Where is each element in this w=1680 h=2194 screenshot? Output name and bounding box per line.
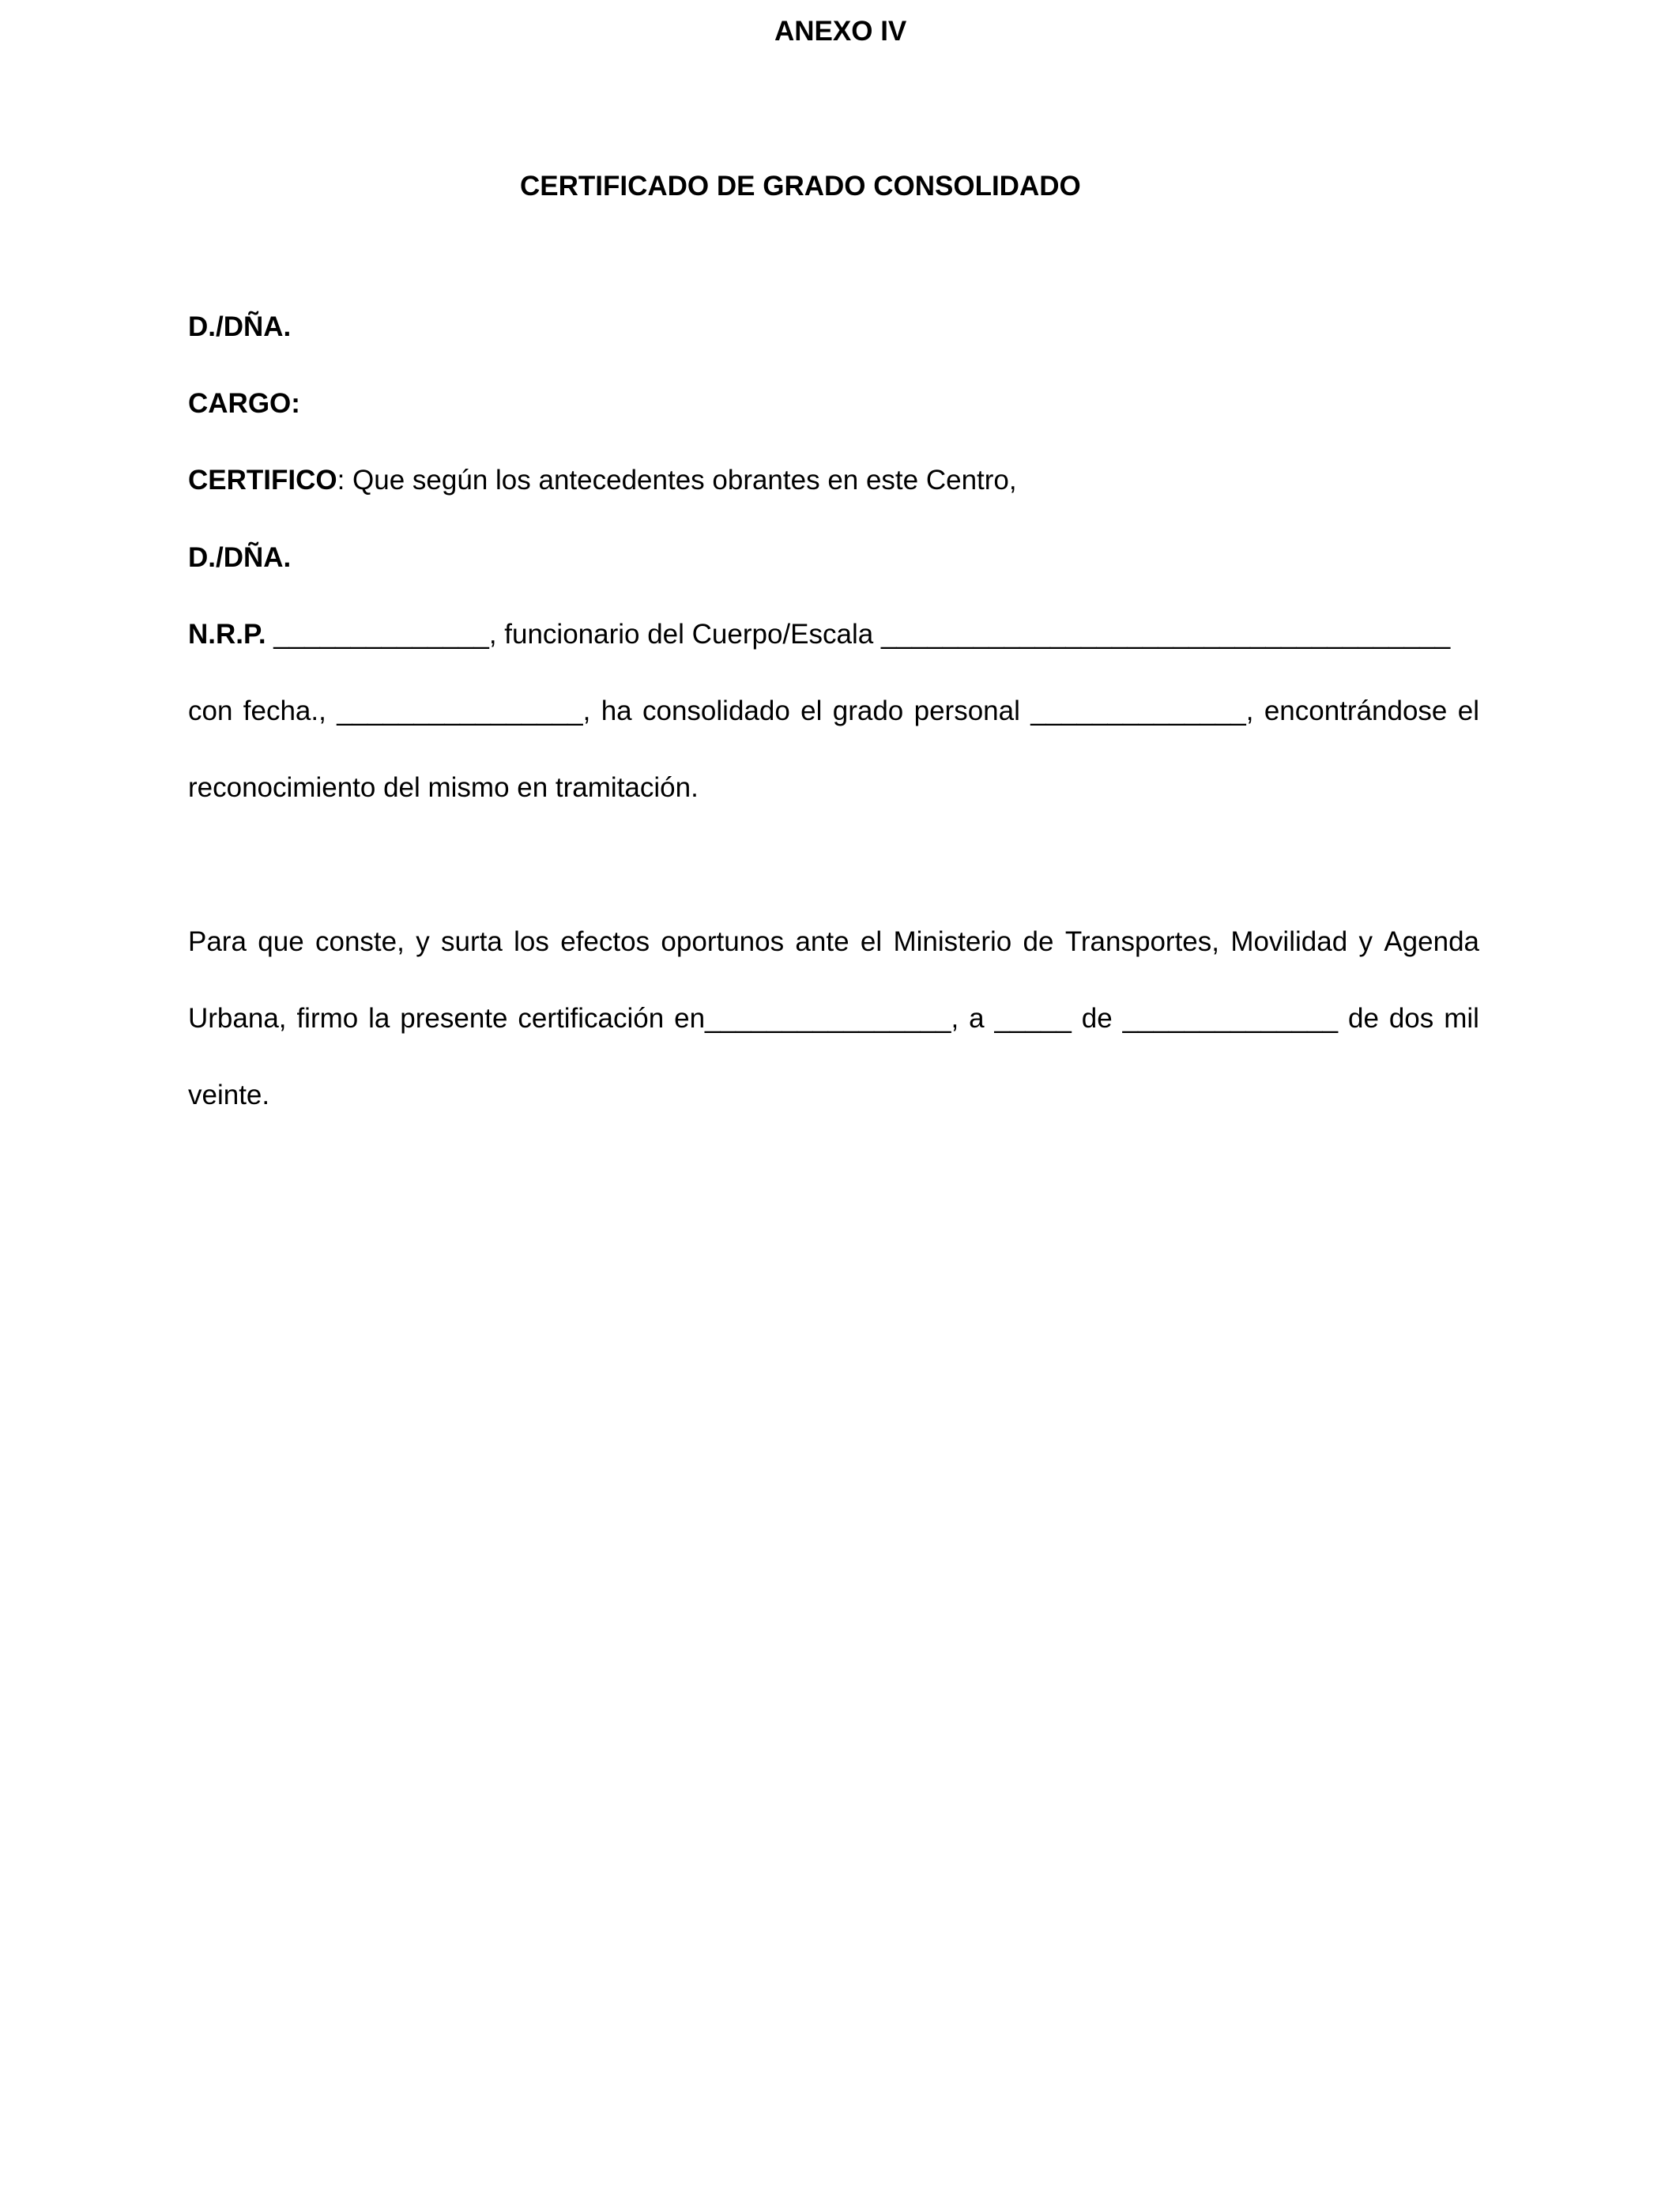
para-word: ante [795,926,849,957]
para-word: de [1081,1003,1113,1034]
para-word: que [258,926,304,957]
certificate-title: CERTIFICADO DE GRADO CONSOLIDADO [520,171,1081,202]
nrp-text: , funcionario del Cuerpo/Escala [488,619,881,650]
fecha-word: fecha., [243,696,326,726]
grado-blank: ______________, [1030,696,1254,726]
para-word: y [1358,926,1373,957]
nrp-line [188,617,1479,652]
mes-blank: ______________ [1122,1003,1339,1034]
fecha-blank: ________________, [337,696,591,726]
fecha-word: encontrándose [1264,696,1448,726]
certifico-text: : Que según los antecedentes obrantes en este Centro, [337,465,1017,496]
para-word: los [514,926,549,957]
para-word: de [1023,926,1054,957]
fecha-word: el [800,696,823,726]
lugar-blank: en________________, [674,1003,959,1034]
annex-title: ANEXO IV [774,16,907,47]
para-line-3: veinte. [188,1080,270,1110]
certifico-label: CERTIFICO [188,465,337,496]
cargo-field-label: CARGO: [188,388,300,419]
fecha-line [188,694,1479,729]
para-word: el [860,926,883,957]
para-word: presente [400,1003,508,1034]
fecha-word: personal [913,696,1020,726]
para-word: Movilidad [1230,926,1348,957]
fecha-word: el [1457,696,1479,726]
para-line-1 [188,925,1479,959]
para-word: Transportes, [1064,926,1219,957]
para-word: dos [1388,1003,1434,1034]
certifico-line [188,463,1017,498]
name-field-label-2: D./DÑA. [188,542,292,573]
para-word: surta [441,926,503,957]
para-word: la [368,1003,390,1034]
para-word: certificación [518,1003,665,1034]
nrp-label: N.R.P. [188,619,266,650]
para-word: y [416,926,430,957]
para-word: Agenda [1384,926,1479,957]
para-word: Para [188,926,247,957]
para-word: mil [1444,1003,1479,1034]
para-word: Urbana, [188,1003,287,1034]
para-word: firmo [296,1003,359,1034]
fecha-word: con [188,696,233,726]
dia-blank: _____ [994,1003,1072,1034]
para-word: efectos [560,926,650,957]
para-line-2 [188,1001,1479,1036]
para-word: a [969,1003,985,1034]
para-word: de [1348,1003,1379,1034]
cuerpo-escala-blank-2: _____________ [1250,619,1451,650]
para-word: conste, [315,926,405,957]
fecha-word: grado [832,696,904,726]
fecha-word: consolidado [642,696,790,726]
nrp-blank: ______________ [273,619,489,650]
name-field-label: D./DÑA. [188,311,292,342]
cuerpo-escala-blank: ________________________ [880,619,1251,650]
para-word: oportunos [661,926,785,957]
fecha-word: ha [601,696,632,726]
para-word: Ministerio [893,926,1012,957]
reconocimiento-line: reconocimiento del mismo en tramitación. [188,772,699,803]
